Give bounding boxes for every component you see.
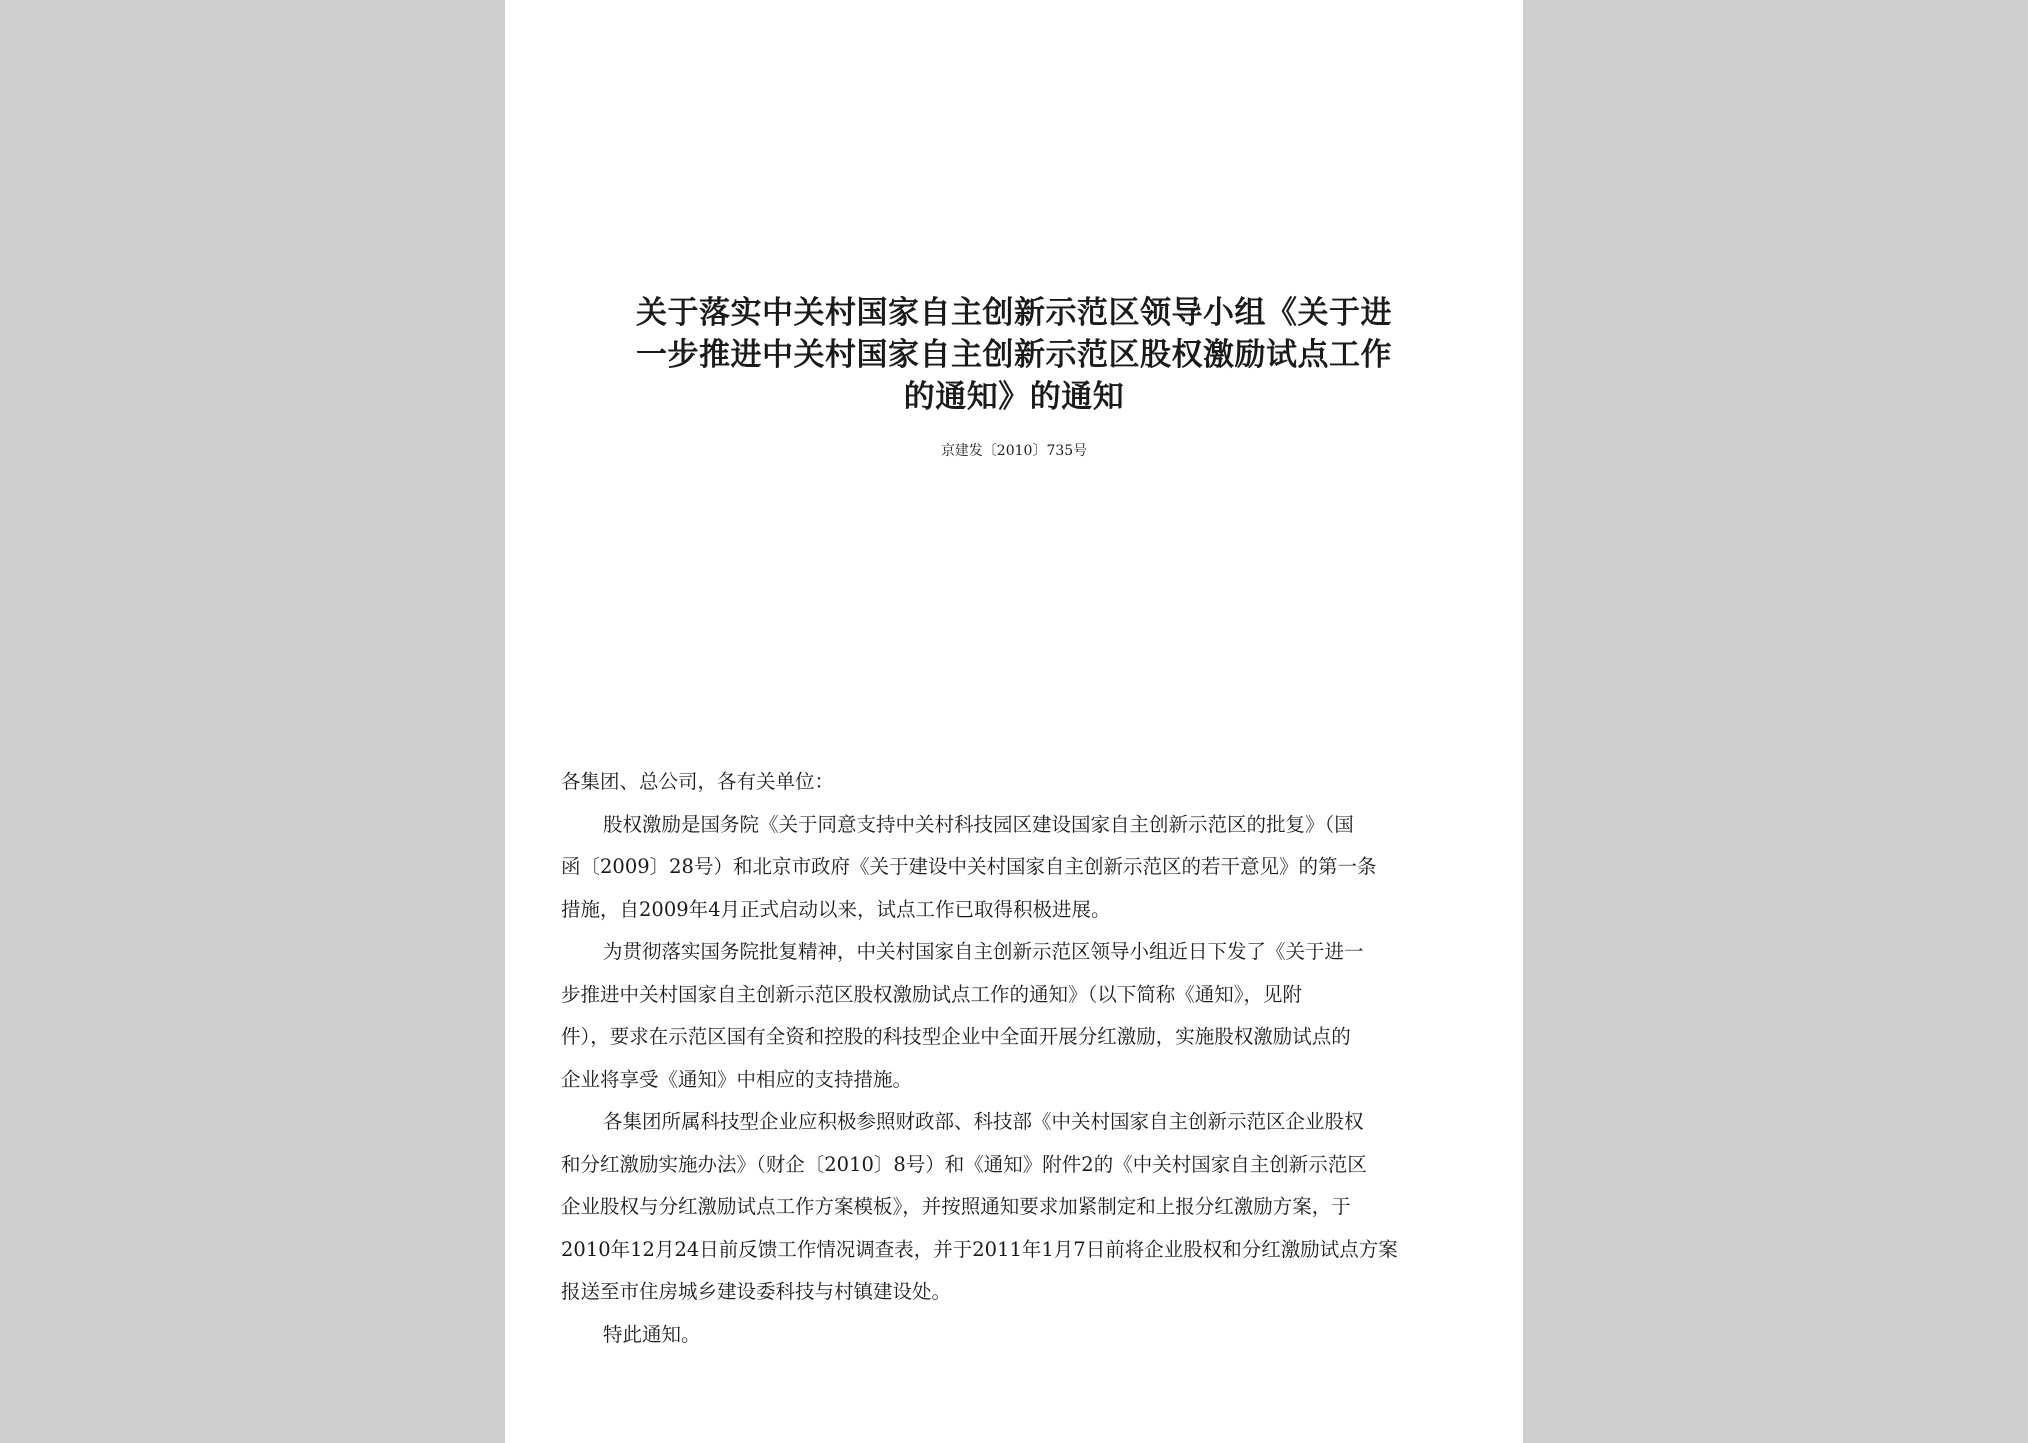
document-number: 京建发〔2010〕735号 xyxy=(940,443,1088,459)
closing-line: 特此通知。 xyxy=(603,1322,701,1346)
body-line: 企业股权与分红激励试点工作方案模板》，并按照通知要求加紧制定和上报分红激励方案，于 xyxy=(561,1195,1351,1218)
body-line: 和分红激励实施办法》（财企〔2010〕8号）和《通知》附件2的《中关村国家自主创新示范区 xyxy=(561,1152,1367,1176)
body-line: 为贯彻落实国务院批复精神，中关村国家自主创新示范区领导小组近日下发了《关于进一 xyxy=(603,940,1364,963)
document-body xyxy=(561,761,1461,1356)
body-line: 报送至市住房城乡建设委科技与村镇建设处。 xyxy=(561,1280,952,1303)
body-line: 函〔2009〕28号）和北京市政府《关于建设中关村国家自主创新示范区的若干意见》的第一条 xyxy=(561,855,1377,878)
title-line: 关于落实中关村国家自主创新示范区领导小组《关于进 xyxy=(636,295,1392,331)
body-line: 企业将享受《通知》中相应的支持措施。 xyxy=(561,1067,913,1091)
document-page xyxy=(505,0,1523,1443)
document-title xyxy=(565,292,1463,418)
body-line: 2010年12月24日前反馈工作情况调查表，并于2011年1月7日前将企业股权和分红激励试点方案 xyxy=(561,1237,1398,1261)
title-line: 的通知》的通知 xyxy=(903,379,1125,415)
salutation: 各集团、总公司，各有关单位： xyxy=(561,770,835,793)
body-line: 件），要求在示范区国有全资和控股的科技型企业中全面开展分红激励，实施股权激励试点的 xyxy=(561,1025,1351,1048)
body-line: 股权激励是国务院《关于同意支持中关村科技园区建设国家自主创新示范区的批复》（国 xyxy=(603,812,1354,836)
body-line: 步推进中关村国家自主创新示范区股权激励试点工作的通知》（以下简称《通知》，见附 xyxy=(561,982,1303,1006)
body-line: 措施，自2009年4月正式启动以来，试点工作已取得积极进展。 xyxy=(561,897,1111,921)
title-line: 一步推进中关村国家自主创新示范区股权激励试点工作 xyxy=(636,337,1392,373)
body-line: 各集团所属科技型企业应积极参照财政部、科技部《中关村国家自主创新示范区企业股权 xyxy=(603,1110,1364,1133)
